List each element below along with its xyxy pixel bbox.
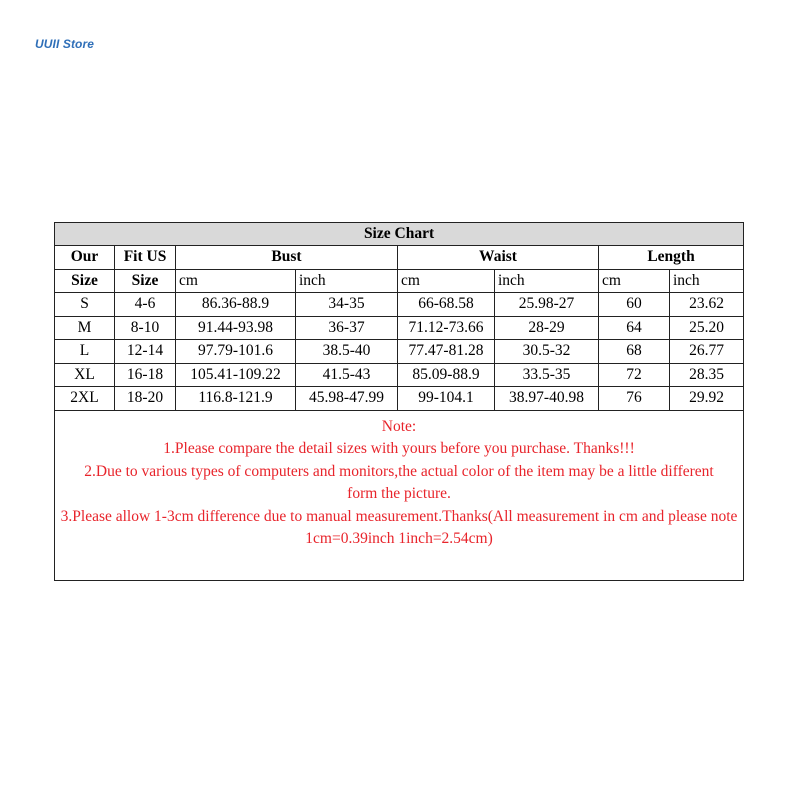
cell-waist-cm: 99-104.1 [398,387,495,411]
cell-length-cm: 72 [599,363,670,387]
cell-bust-cm: 105.41-109.22 [176,363,296,387]
table-row [55,387,744,411]
cell-bust-inch: 41.5-43 [296,363,398,387]
table-row [55,340,744,364]
table-row [55,363,744,387]
cell-length-inch: 26.77 [670,340,744,364]
header-bust-cm: cm [176,269,296,293]
cell-waist-inch: 30.5-32 [495,340,599,364]
notes-section [55,410,744,580]
header-bust: Bust [176,246,398,270]
cell-waist-inch: 25.98-27 [495,293,599,317]
header-fit-us-top: Fit US [115,246,176,270]
size-chart-title: Size Chart [55,223,744,246]
header-row-1 [55,246,744,270]
header-length-cm: cm [599,269,670,293]
header-our-size-bottom: Size [55,269,115,293]
cell-waist-cm: 66-68.58 [398,293,495,317]
cell-bust-cm: 86.36-88.9 [176,293,296,317]
cell-size: M [55,316,115,340]
cell-waist-inch: 38.97-40.98 [495,387,599,411]
header-row-2 [55,269,744,293]
cell-bust-inch: 34-35 [296,293,398,317]
size-chart-table [54,222,744,581]
cell-size: S [55,293,115,317]
cell-length-cm: 64 [599,316,670,340]
cell-length-inch: 28.35 [670,363,744,387]
notes-heading: Note: [381,417,417,435]
cell-size: 2XL [55,387,115,411]
header-waist: Waist [398,246,599,270]
header-length-inch: inch [670,269,744,293]
header-bust-inch: inch [296,269,398,293]
note-line-1: 1.Please compare the detail sizes with yours before you purchase. Thanks!!! [163,440,635,457]
table-row [55,293,744,317]
cell-waist-cm: 77.47-81.28 [398,340,495,364]
cell-us-size: 18-20 [115,387,176,411]
cell-waist-inch: 28-29 [495,316,599,340]
header-waist-inch: inch [495,269,599,293]
header-length: Length [599,246,744,270]
header-waist-cm: cm [398,269,495,293]
cell-length-inch: 25.20 [670,316,744,340]
cell-waist-cm: 71.12-73.66 [398,316,495,340]
cell-length-inch: 23.62 [670,293,744,317]
cell-bust-cm: 91.44-93.98 [176,316,296,340]
cell-us-size: 16-18 [115,363,176,387]
cell-size: L [55,340,115,364]
cell-length-cm: 68 [599,340,670,364]
note-line-3: 3.Please allow 1-3cm difference due to manual measurement.Thanks(All measurement in cm and please note 1cm=0.39inch 1inch=2.54cm) [60,507,738,547]
cell-bust-cm: 97.79-101.6 [176,340,296,364]
cell-bust-cm: 116.8-121.9 [176,387,296,411]
cell-bust-inch: 45.98-47.99 [296,387,398,411]
note-line-2: 2.Due to various types of computers and monitors,the actual color of the item may be a little different form the picture. [84,462,714,502]
cell-length-cm: 60 [599,293,670,317]
table-row [55,316,744,340]
store-brand: UUII Store [35,37,95,51]
cell-length-inch: 29.92 [670,387,744,411]
cell-size: XL [55,363,115,387]
header-fit-us-bottom: Size [115,269,176,293]
cell-bust-inch: 38.5-40 [296,340,398,364]
cell-us-size: 8-10 [115,316,176,340]
cell-length-cm: 76 [599,387,670,411]
cell-waist-cm: 85.09-88.9 [398,363,495,387]
cell-us-size: 4-6 [115,293,176,317]
header-our-size-top: Our [55,246,115,270]
cell-bust-inch: 36-37 [296,316,398,340]
cell-us-size: 12-14 [115,340,176,364]
cell-waist-inch: 33.5-35 [495,363,599,387]
